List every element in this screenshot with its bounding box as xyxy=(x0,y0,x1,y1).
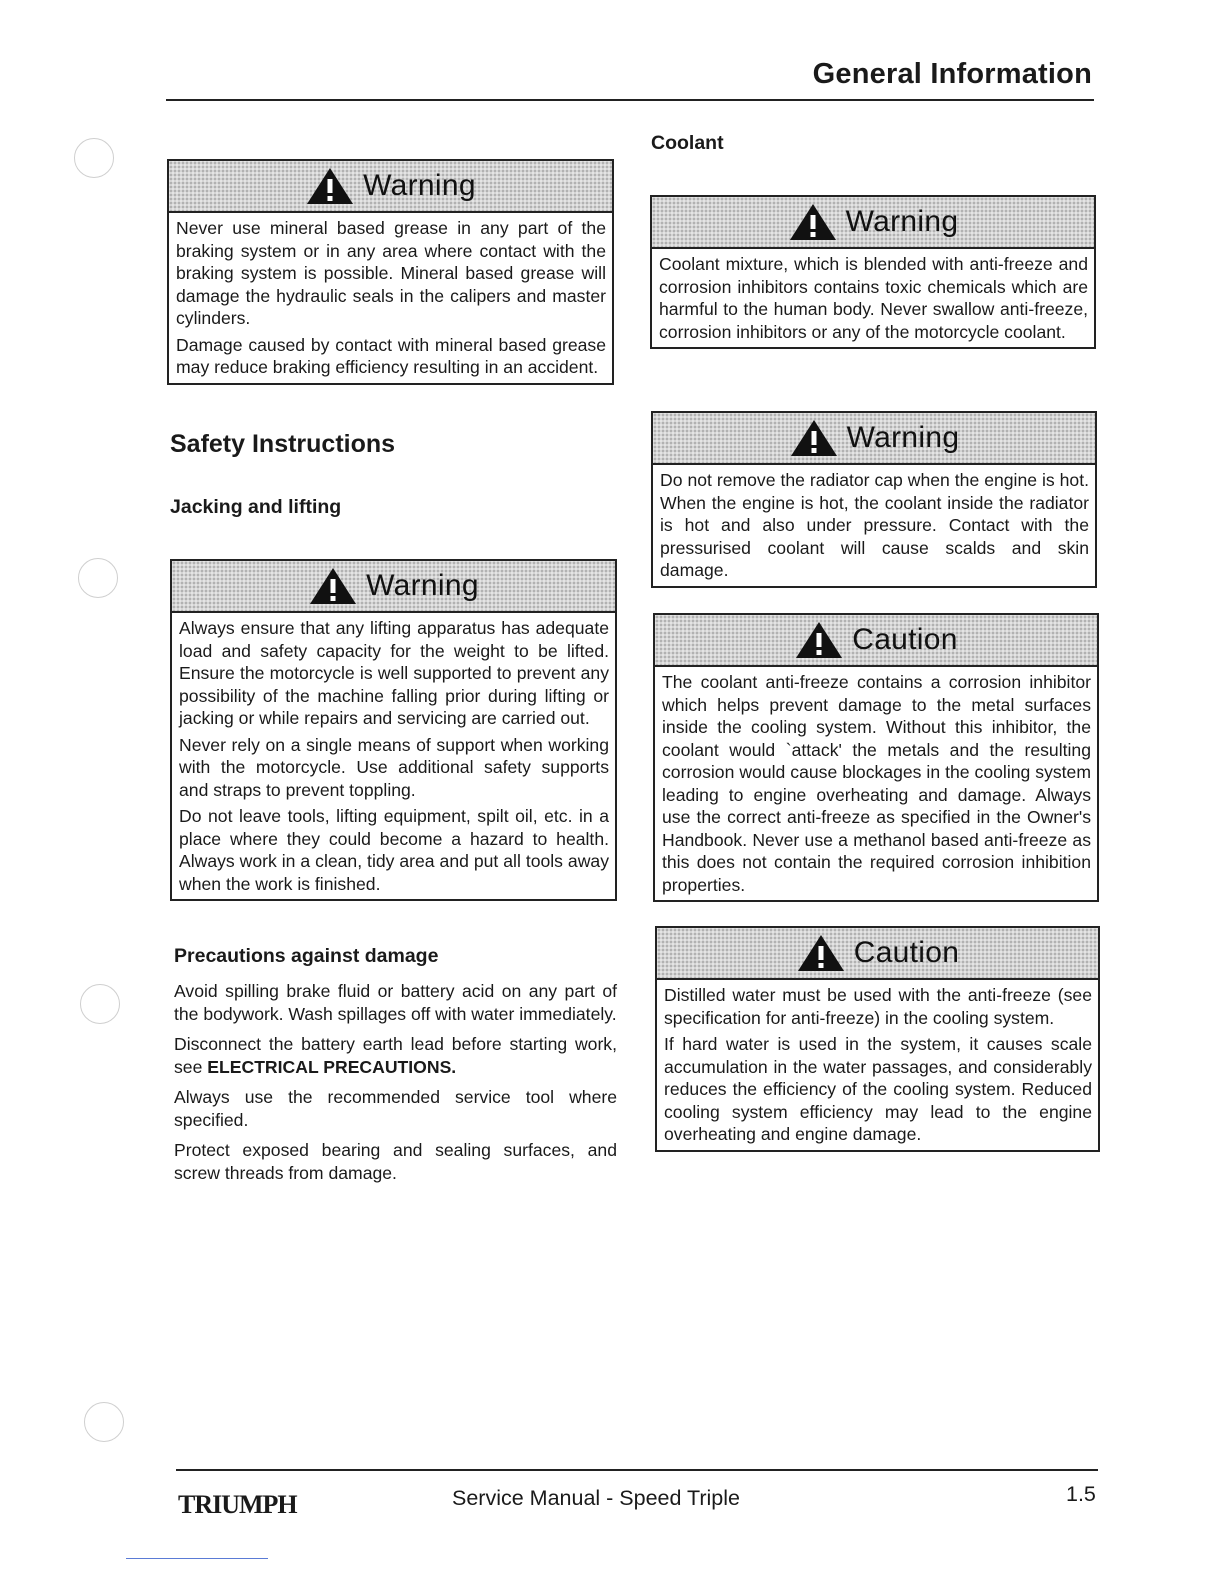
caution-text xyxy=(657,980,1098,1150)
punch-hole xyxy=(78,558,118,598)
warning-coolant-box xyxy=(650,195,1096,349)
warning-paragraph: Never rely on a single means of support when working with the motorcycle. Use additional safety supports and straps to prevent toppling. xyxy=(179,734,609,800)
warning-text xyxy=(653,465,1095,586)
warning-paragraph: Do not leave tools, lifting equipment, spilt oil, etc. in a place where they could become a hazard to health. Always work in a clean, tidy area and put all tools away when the work is finished. xyxy=(179,806,609,894)
warning-triangle-icon xyxy=(308,566,358,606)
warning-triangle-icon xyxy=(796,933,846,973)
warning-paragraph: Always ensure that any lifting apparatus has adequate load and safety capacity for the weight to be lifted. Ensure the motorcycle is well supported to prevent any possibility of the machine falling prior during lifting or jacking or while repairs and servicing are carried out. xyxy=(179,618,609,728)
warning-triangle-icon xyxy=(794,620,844,660)
warning-paragraph: Never use mineral based grease in any part of the braking system or in any area where contact with the braking system is possible. Mineral based grease will damage the hydraulic seals in the calipers and master cylinders. xyxy=(176,218,606,328)
subheading-precautions: Precautions against damage xyxy=(174,945,439,967)
subheading-jacking: Jacking and lifting xyxy=(170,496,342,518)
caution-label: Caution xyxy=(852,623,958,656)
punch-hole xyxy=(80,984,120,1024)
precaution-text: Disconnect the battery earth lead before starting work, see xyxy=(174,1034,617,1077)
warning-paragraph: Damage caused by contact with mineral based grease may reduce braking efficiency resulting in an accident. xyxy=(176,334,606,377)
warning-text xyxy=(169,213,612,383)
warning-header xyxy=(172,561,615,613)
precaution-paragraph: Avoid spilling brake fluid or battery acid on any part of the bodywork. Wash spillages off with water immediately. xyxy=(174,981,617,1024)
caution-label: Caution xyxy=(853,936,960,969)
electrical-precautions-reference: ELECTRICAL PRECAUTIONS. xyxy=(207,1056,457,1077)
warning-triangle-icon xyxy=(789,418,839,458)
warning-text xyxy=(172,613,615,899)
warning-text xyxy=(652,249,1094,347)
caution-header xyxy=(655,615,1097,667)
warning-label: Warning xyxy=(366,569,479,602)
warning-lifting-box xyxy=(170,559,617,901)
caution-paragraph: If hard water is used in the system, it causes scale accumulation in the water passages, and considerably reduces the efficiency of the cooling system. Reduced cooling system efficiency may lead to the engine overheating and engine damage. xyxy=(664,1034,1092,1144)
warning-grease-box xyxy=(167,159,614,385)
caution-paragraph: The coolant anti-freeze contains a corrosion inhibitor which helps prevent damage to the metal surfaces inside the cooling system. Without this inhibitor, the coolant would `attack' the metals and the resulting corrosion would cause blockages in the cooling system leading to engine overheating and damage. Always use the correct anti-freeze as specified in the Owner's Handbook. Never use a methanol based anti-freeze as this does not contain the required corrosion inhibition properties. xyxy=(662,672,1091,895)
page-header-title: General Information xyxy=(812,58,1092,90)
warning-paragraph: Do not remove the radiator cap when the engine is hot. When the engine is hot, the coolant inside the radiator is hot and also under pressure. Contact with the pressurised coolant will cause scalds and skin damage. xyxy=(660,470,1089,580)
warning-header xyxy=(169,161,612,213)
caution-antifreeze-box xyxy=(653,613,1099,902)
warning-label: Warning xyxy=(363,169,476,202)
punch-hole xyxy=(74,138,114,178)
warning-triangle-icon xyxy=(305,166,355,206)
caution-paragraph: Distilled water must be used with the anti-freeze (see specification for anti-freeze) in the cooling system. xyxy=(664,985,1092,1028)
punch-hole xyxy=(84,1402,124,1442)
precaution-paragraph: Always use the recommended service tool where specified. xyxy=(174,1087,617,1130)
caution-text xyxy=(655,667,1097,900)
section-heading-safety: Safety Instructions xyxy=(170,430,396,458)
warning-radiator-box xyxy=(651,411,1097,588)
warning-label: Warning xyxy=(846,421,960,454)
precaution-paragraph: Protect exposed bearing and sealing surfaces, and screw threads from damage. xyxy=(174,1140,617,1183)
precaution-paragraph xyxy=(174,1033,617,1078)
warning-paragraph: Coolant mixture, which is blended with anti-freeze and corrosion inhibitors contains toxic chemicals which are harmful to the human body. Never swallow anti-freeze, corrosion inhibitors or any of the motorcycle coolant. xyxy=(659,254,1088,342)
precautions-text xyxy=(174,980,617,1192)
scan-mark xyxy=(126,1558,268,1559)
page-number: 1.5 xyxy=(1066,1482,1096,1506)
header-rule xyxy=(166,99,1094,101)
caution-header xyxy=(657,928,1098,980)
warning-label: Warning xyxy=(845,205,959,238)
subheading-coolant: Coolant xyxy=(651,132,724,154)
warning-header xyxy=(653,413,1095,465)
footer-rule xyxy=(176,1469,1098,1471)
warning-triangle-icon xyxy=(788,202,838,242)
footer-manual-title: Service Manual - Speed Triple xyxy=(452,1486,741,1510)
caution-water-box xyxy=(655,926,1100,1152)
warning-header xyxy=(652,197,1094,249)
triumph-logo: TRIUMPH xyxy=(178,1490,297,1519)
